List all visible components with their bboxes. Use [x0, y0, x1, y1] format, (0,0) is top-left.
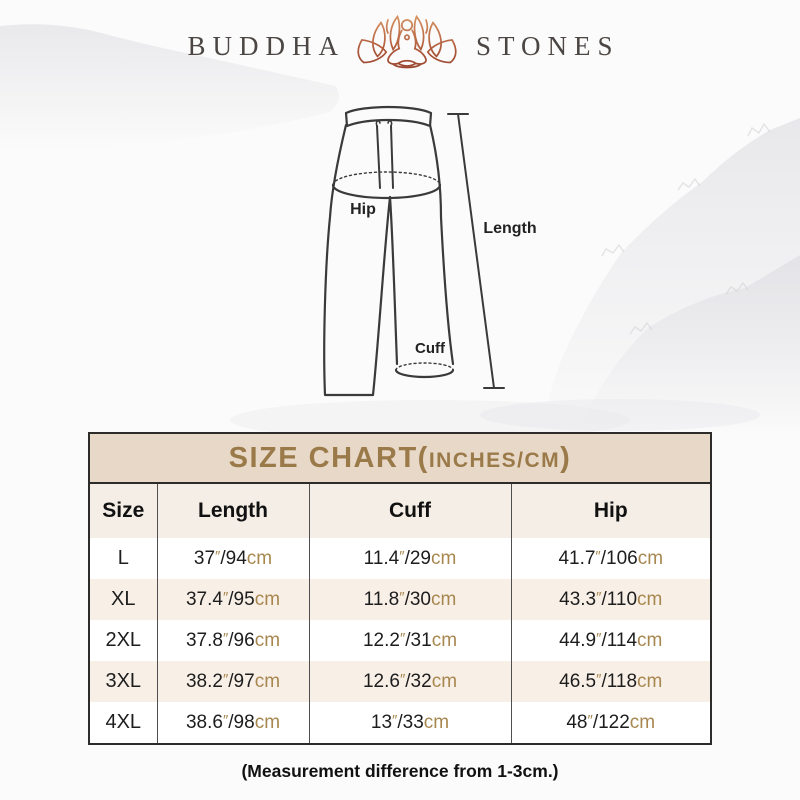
- cm-unit: cm: [629, 711, 656, 733]
- title-close: ): [560, 442, 572, 474]
- hip-cell: 48″/122cm: [511, 702, 710, 743]
- inch-mark: ″: [222, 629, 229, 647]
- brand-logo: [0, 10, 800, 82]
- cm-unit: cm: [254, 588, 281, 610]
- size-cell: 2XL: [105, 629, 142, 651]
- cm-unit: cm: [431, 629, 458, 651]
- cm-unit: cm: [637, 547, 664, 569]
- size-cell: 4XL: [105, 711, 142, 733]
- size-chart: [88, 432, 712, 745]
- cuff-cell: 13″/33cm: [309, 702, 511, 743]
- col-header-size: Size: [90, 484, 157, 538]
- cm-unit: cm: [423, 711, 450, 733]
- inch-mark: ″: [399, 588, 405, 606]
- size-cell: 3XL: [105, 670, 142, 692]
- header-row: [90, 484, 710, 538]
- inch-mark: ″: [587, 711, 593, 729]
- measurement-note: (Measurement difference from 1-3cm.): [241, 761, 559, 781]
- inch-mark: ″: [596, 670, 602, 688]
- title-units: INCHES/CM: [428, 449, 561, 472]
- cm-unit: cm: [637, 629, 663, 651]
- inch-mark: ″: [392, 711, 398, 729]
- length-cell: 38.2″/97cm: [157, 661, 309, 702]
- hip-cell: 44.9″/114cm: [511, 620, 710, 661]
- inch-mark: ″: [222, 588, 229, 606]
- cm-unit: cm: [430, 588, 457, 610]
- cm-unit: cm: [637, 588, 663, 610]
- inch-mark: ″: [399, 629, 406, 647]
- table-row: [90, 661, 710, 702]
- pants-measurement-diagram: [270, 92, 550, 412]
- inch-mark: ″: [222, 670, 229, 688]
- cm-unit: cm: [431, 670, 458, 692]
- cuff-label: Cuff: [415, 340, 445, 357]
- inch-mark: ″: [596, 588, 602, 606]
- cuff-cell: 12.2″/31cm: [309, 620, 511, 661]
- hip-cell: 46.5″/118cm: [511, 661, 710, 702]
- hip-cell: 41.7″/106cm: [511, 538, 710, 579]
- size-chart-title: [90, 434, 710, 484]
- inch-mark: ″: [215, 547, 221, 565]
- inch-mark: ″: [222, 711, 229, 729]
- cuff-cell: 12.6″/32cm: [309, 661, 511, 702]
- inch-mark: ″: [399, 547, 405, 565]
- cm-unit: cm: [254, 629, 281, 651]
- hip-measure-line: [333, 172, 440, 185]
- cuff-cell: 11.4″/29cm: [309, 538, 511, 579]
- length-cell: 37″/94cm: [157, 538, 309, 579]
- hip-cell: 43.3″/110cm: [511, 579, 710, 620]
- hip-label: Hip: [350, 201, 376, 218]
- col-header-cuff: Cuff: [309, 484, 511, 538]
- col-header-hip: Hip: [511, 484, 710, 538]
- pants-right-leg: [430, 125, 453, 364]
- cm-unit: cm: [430, 547, 457, 569]
- lotus-meditation-icon: [355, 11, 459, 81]
- length-cell: 37.4″/95cm: [157, 579, 309, 620]
- size-cell: XL: [111, 588, 136, 610]
- pants-left-leg: [324, 125, 397, 395]
- length-dimension-line: [448, 114, 504, 388]
- table-row: [90, 620, 710, 661]
- inch-mark: ″: [595, 547, 601, 565]
- drawstring-lines: [377, 126, 393, 188]
- cuff-measure-line: [396, 363, 453, 370]
- table-row: [90, 579, 710, 620]
- length-cell: 37.8″/96cm: [157, 620, 309, 661]
- inch-mark: ″: [399, 670, 406, 688]
- inch-mark: ″: [596, 629, 602, 647]
- size-table: [90, 484, 710, 743]
- table-row: [90, 702, 710, 743]
- cm-unit: cm: [254, 711, 281, 733]
- cm-unit: cm: [637, 670, 663, 692]
- length-label: Length: [483, 220, 537, 237]
- table-row: [90, 538, 710, 579]
- col-header-length: Length: [157, 484, 309, 538]
- cm-unit: cm: [246, 547, 273, 569]
- size-cell: L: [117, 547, 129, 569]
- title-main: SIZE CHART(: [228, 442, 429, 474]
- length-cell: 38.6″/98cm: [157, 702, 309, 743]
- brand-word-left: BUDDHA: [187, 30, 345, 61]
- cuff-cell: 11.8″/30cm: [309, 579, 511, 620]
- brand-word-right: STONES: [475, 30, 620, 61]
- cm-unit: cm: [254, 670, 281, 692]
